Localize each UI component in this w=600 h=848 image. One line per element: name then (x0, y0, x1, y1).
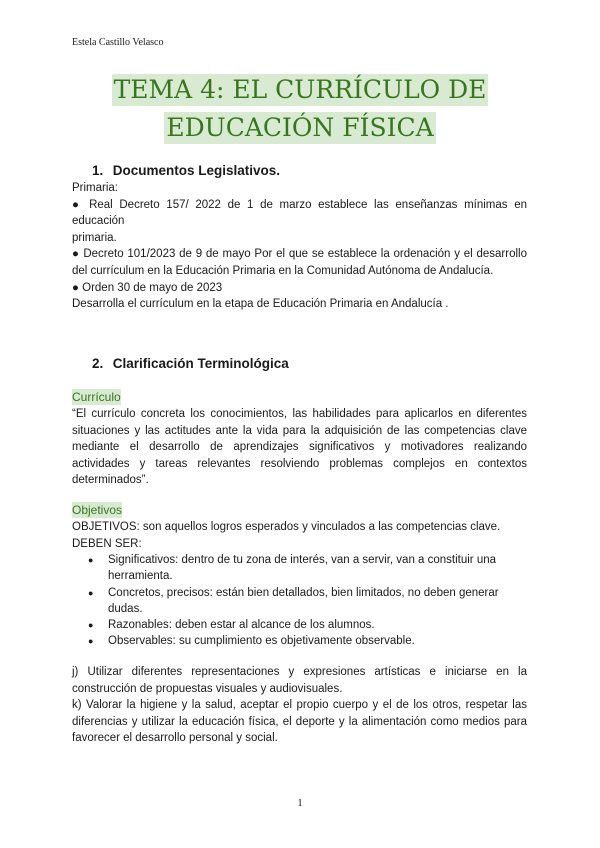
line-orden: ● Orden 30 de mayo de 2023 (72, 281, 223, 294)
objetivos-label: Objetivos (72, 503, 123, 517)
list-item: ● Significativos: dentro de tu zona de interés, van a servir, van a constituir una herramienta. (72, 552, 527, 585)
page-number: 1 (297, 797, 303, 809)
line-desarrolla: Desarrolla el currículum en la etapa de Educación Primaria en Andalucía . (72, 298, 449, 311)
section-1-body (72, 180, 527, 313)
page-title (0, 74, 600, 144)
section-2-heading (92, 356, 289, 371)
line-real-decreto: ● Real Decreto 157/ 2022 de 1 de marzo establece las enseñanzas mínimas en educación (72, 198, 527, 228)
title-line-1: TEMA 4: EL CURRÍCULO DE (113, 75, 487, 104)
section-1-heading (92, 163, 280, 178)
author-name: Estela Castillo Velasco (72, 37, 164, 48)
line-primaria-cont: primaria. (72, 231, 117, 244)
title-line-2: EDUCACIÓN FÍSICA (166, 113, 434, 142)
section-2-number: 2. (92, 356, 104, 371)
line-primaria: Primaria: (72, 182, 119, 194)
list-item: ● Concretos, precisos: están bien detallados, bien limitados, no deben generar dudas. (72, 585, 527, 618)
deben-ser: DEBEN SER: (72, 537, 142, 550)
objetivos-definition: OBJETIVOS: son aquellos logros esperados y vinculados a las competencias clave. (72, 521, 501, 533)
line-decreto-101: ● Decreto 101/2023 de 9 de mayo Por el que se establece la ordenación y el desarrollo del currículum en la Educación Primaria en la Comunidad Autónoma de Andalucía. (72, 248, 527, 277)
curriculo-label-wrap (72, 389, 527, 407)
paragraph-j: j) Utilizar diferentes representaciones y expresiones artísticas e iniciarse en la construcción de propuestas visuales y audiovisuales. (72, 666, 527, 695)
section-2-title: Clarificación Terminológica (112, 356, 289, 371)
list-item: ● Razonables: deben estar al alcance de los alumnos. (72, 617, 527, 633)
objetivos-label-wrap (72, 502, 527, 520)
objetivos-list (72, 552, 527, 650)
curriculo-definition: “El currículo concreta los conocimientos, las habilidades para aplicarlos en diferentes situaciones y las actitudes ante la vida para la adquisición de las competencias clave mediante el desarrollo de aprendizajes significativos y motivadores realizando actividades y tareas relevantes resolviendo problemas complejos en contextos determinados”. (72, 408, 527, 487)
objetivos-intro (72, 519, 527, 552)
paragraph-k: k) Valorar la higiene y la salud, aceptar el propio cuerpo y el de los otros, respetar las diferencias y utilizar la educación física, el deporte y la alimentación como medios para favorecer el desarrollo personal y social. (72, 699, 527, 745)
list-item: ● Observables: su cumplimiento es objetivamente observable. (72, 633, 527, 649)
curriculo-label: Currículo (72, 390, 121, 404)
section-1-title: Documentos Legislativos. (112, 163, 281, 178)
section-1-number: 1. (92, 163, 104, 178)
